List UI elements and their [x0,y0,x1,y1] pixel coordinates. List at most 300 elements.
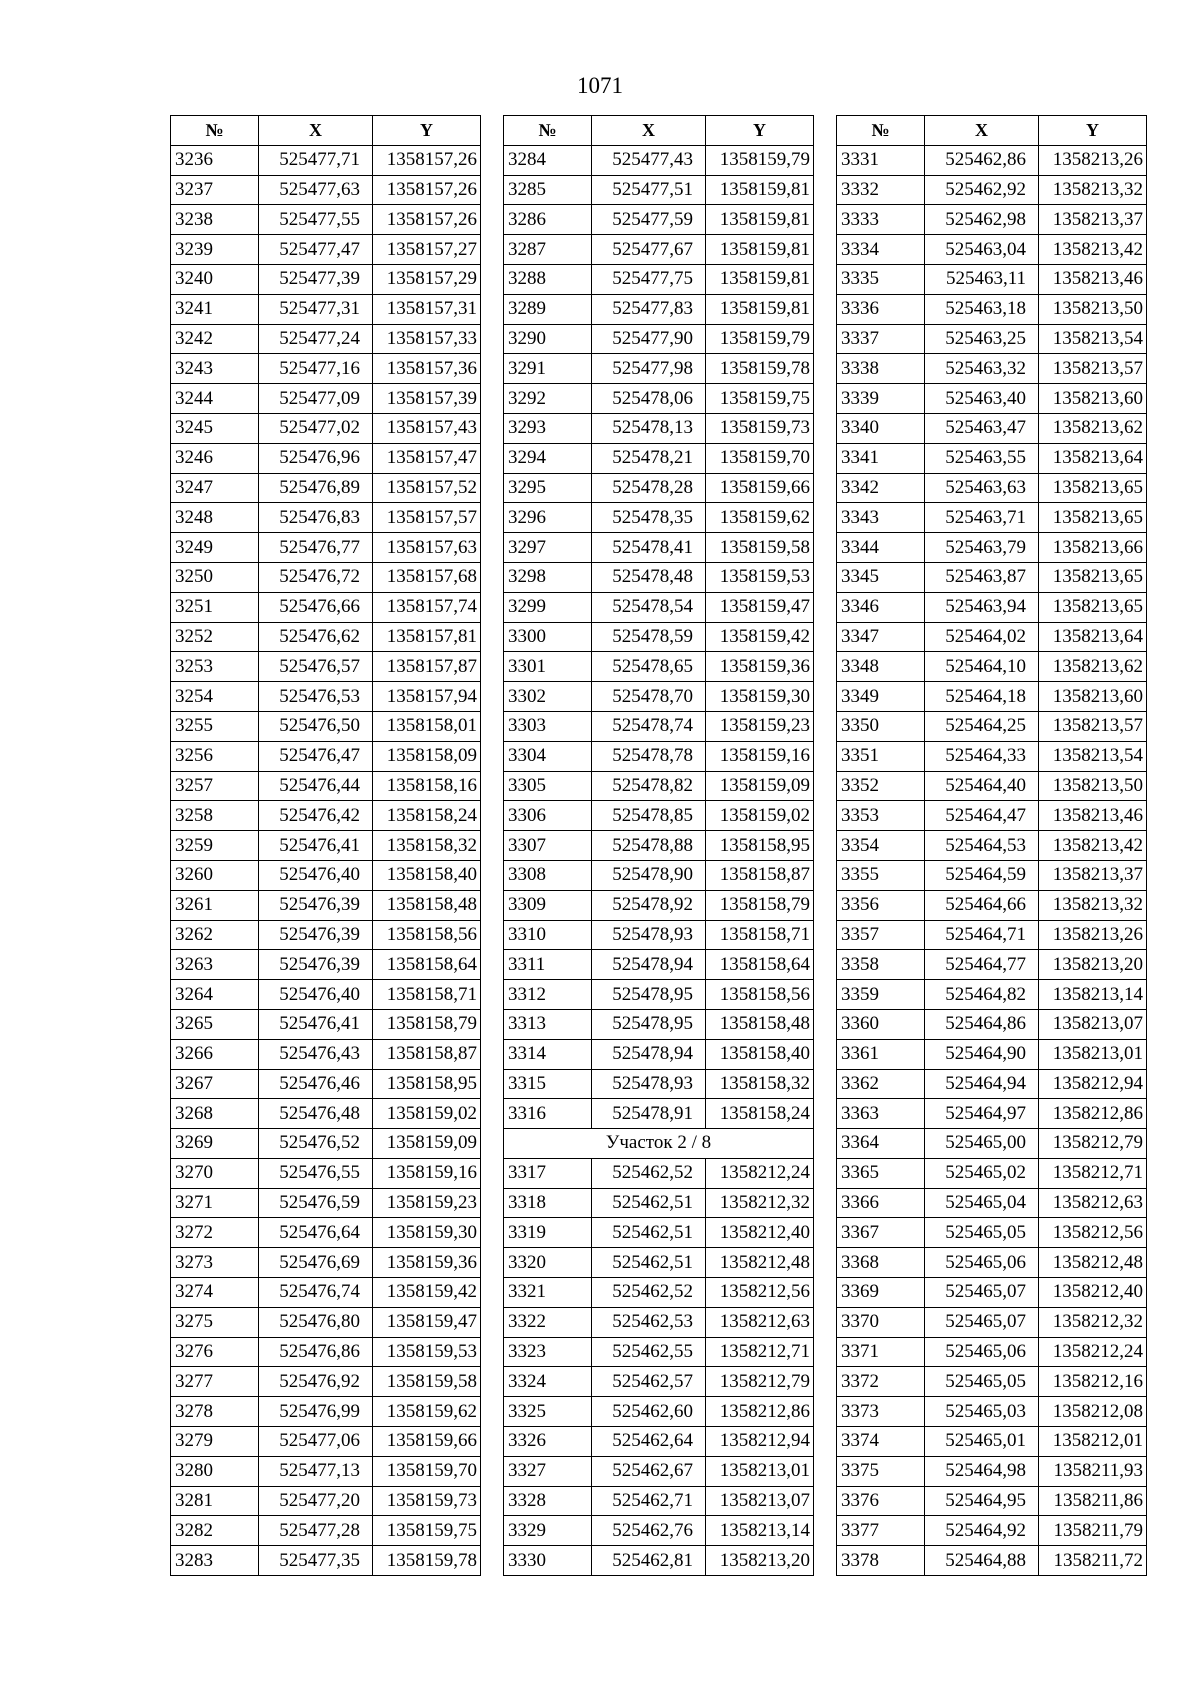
x-coordinate-cell: 525477,13 [259,1456,373,1486]
point-number-cell: 3258 [171,801,259,831]
x-coordinate-cell: 525477,55 [259,205,373,235]
table-row [504,711,814,741]
y-coordinate-cell: 1358213,42 [1039,831,1147,861]
x-coordinate-cell: 525477,09 [259,384,373,414]
point-number-cell: 3338 [837,354,925,384]
point-number-cell: 3298 [504,562,592,592]
x-coordinate-cell: 525476,59 [259,1188,373,1218]
x-coordinate-cell: 525476,57 [259,652,373,682]
x-coordinate-cell: 525465,05 [925,1367,1039,1397]
table-row [837,1069,1147,1099]
x-coordinate-cell: 525478,65 [592,652,706,682]
x-coordinate-cell: 525476,50 [259,711,373,741]
x-coordinate-cell: 525478,90 [592,860,706,890]
point-number-cell: 3354 [837,831,925,861]
x-coordinate-cell: 525465,03 [925,1397,1039,1427]
table-row [504,860,814,890]
y-coordinate-cell: 1358213,60 [1039,384,1147,414]
table-row [837,324,1147,354]
y-coordinate-cell: 1358159,78 [706,354,814,384]
table-row [171,622,481,652]
x-coordinate-cell: 525477,83 [592,294,706,324]
table-row [837,1188,1147,1218]
point-number-cell: 3250 [171,562,259,592]
header-number: № [504,116,592,146]
table-row [504,413,814,443]
section-row [504,1129,814,1159]
y-coordinate-cell: 1358157,26 [373,205,481,235]
table-row [837,1129,1147,1159]
y-coordinate-cell: 1358158,24 [706,1099,814,1129]
point-number-cell: 3249 [171,533,259,563]
y-coordinate-cell: 1358213,57 [1039,711,1147,741]
point-number-cell: 3303 [504,711,592,741]
page-number: 1071 [577,73,623,98]
table-row [837,1278,1147,1308]
point-number-cell: 3261 [171,890,259,920]
table-row [171,175,481,205]
header-x: X [925,116,1039,146]
x-coordinate-cell: 525476,42 [259,801,373,831]
y-coordinate-cell: 1358157,81 [373,622,481,652]
point-number-cell: 3320 [504,1248,592,1278]
point-number-cell: 3323 [504,1337,592,1367]
y-coordinate-cell: 1358159,36 [706,652,814,682]
point-number-cell: 3306 [504,801,592,831]
point-number-cell: 3253 [171,652,259,682]
x-coordinate-cell: 525476,96 [259,443,373,473]
point-number-cell: 3343 [837,503,925,533]
x-coordinate-cell: 525464,25 [925,711,1039,741]
table-row [837,1486,1147,1516]
point-number-cell: 3360 [837,1009,925,1039]
point-number-cell: 3292 [504,384,592,414]
y-coordinate-cell: 1358212,01 [1039,1427,1147,1457]
point-number-cell: 3301 [504,652,592,682]
x-coordinate-cell: 525476,41 [259,1009,373,1039]
point-number-cell: 3266 [171,1039,259,1069]
y-coordinate-cell: 1358213,46 [1039,264,1147,294]
x-coordinate-cell: 525478,54 [592,592,706,622]
table-row [171,920,481,950]
y-coordinate-cell: 1358212,40 [1039,1278,1147,1308]
point-number-cell: 3377 [837,1516,925,1546]
y-coordinate-cell: 1358159,23 [706,711,814,741]
header-x: X [592,116,706,146]
point-number-cell: 3309 [504,890,592,920]
y-coordinate-cell: 1358158,71 [706,920,814,950]
y-coordinate-cell: 1358157,43 [373,413,481,443]
y-coordinate-cell: 1358212,48 [706,1248,814,1278]
table-row [504,980,814,1010]
table-row [171,592,481,622]
x-coordinate-cell: 525476,74 [259,1278,373,1308]
x-coordinate-cell: 525478,94 [592,950,706,980]
y-coordinate-cell: 1358159,42 [706,622,814,652]
x-coordinate-cell: 525478,74 [592,711,706,741]
table-row [504,1188,814,1218]
x-coordinate-cell: 525476,40 [259,980,373,1010]
table-row [837,682,1147,712]
x-coordinate-cell: 525477,43 [592,145,706,175]
x-coordinate-cell: 525465,06 [925,1337,1039,1367]
point-number-cell: 3331 [837,145,925,175]
x-coordinate-cell: 525478,92 [592,890,706,920]
y-coordinate-cell: 1358213,37 [1039,205,1147,235]
x-coordinate-cell: 525464,71 [925,920,1039,950]
point-number-cell: 3376 [837,1486,925,1516]
x-coordinate-cell: 525462,98 [925,205,1039,235]
x-coordinate-cell: 525476,39 [259,890,373,920]
x-coordinate-cell: 525465,07 [925,1307,1039,1337]
x-coordinate-cell: 525477,16 [259,354,373,384]
x-coordinate-cell: 525476,89 [259,473,373,503]
point-number-cell: 3342 [837,473,925,503]
x-coordinate-cell: 525477,75 [592,264,706,294]
point-number-cell: 3294 [504,443,592,473]
y-coordinate-cell: 1358213,32 [1039,175,1147,205]
table-row [171,354,481,384]
table-row [837,860,1147,890]
table-row [171,503,481,533]
coordinates-table-2 [503,115,814,1576]
table-row [504,1218,814,1248]
x-coordinate-cell: 525476,80 [259,1307,373,1337]
table-row [504,443,814,473]
x-coordinate-cell: 525476,39 [259,950,373,980]
y-coordinate-cell: 1358213,66 [1039,533,1147,563]
point-number-cell: 3247 [171,473,259,503]
x-coordinate-cell: 525477,31 [259,294,373,324]
y-coordinate-cell: 1358159,30 [706,682,814,712]
y-coordinate-cell: 1358158,56 [706,980,814,1010]
y-coordinate-cell: 1358158,40 [373,860,481,890]
section-label: Участок 2 / 8 [504,1129,814,1159]
x-coordinate-cell: 525465,07 [925,1278,1039,1308]
y-coordinate-cell: 1358213,14 [1039,980,1147,1010]
point-number-cell: 3302 [504,682,592,712]
x-coordinate-cell: 525478,93 [592,920,706,950]
x-coordinate-cell: 525464,77 [925,950,1039,980]
table-row [837,1397,1147,1427]
table-row [504,890,814,920]
point-number-cell: 3248 [171,503,259,533]
point-number-cell: 3243 [171,354,259,384]
point-number-cell: 3341 [837,443,925,473]
point-number-cell: 3362 [837,1069,925,1099]
table-row [504,1039,814,1069]
point-number-cell: 3246 [171,443,259,473]
x-coordinate-cell: 525477,51 [592,175,706,205]
table-row [504,1486,814,1516]
x-coordinate-cell: 525477,02 [259,413,373,443]
y-coordinate-cell: 1358159,73 [706,413,814,443]
x-coordinate-cell: 525478,95 [592,980,706,1010]
table-row [171,1158,481,1188]
point-number-cell: 3340 [837,413,925,443]
y-coordinate-cell: 1358213,42 [1039,235,1147,265]
x-coordinate-cell: 525464,98 [925,1456,1039,1486]
y-coordinate-cell: 1358159,53 [706,562,814,592]
coordinates-table-1 [170,115,481,1576]
table-row [171,264,481,294]
point-number-cell: 3291 [504,354,592,384]
x-coordinate-cell: 525463,18 [925,294,1039,324]
x-coordinate-cell: 525463,87 [925,562,1039,592]
point-number-cell: 3355 [837,860,925,890]
table-row [171,1486,481,1516]
table-row [171,1188,481,1218]
x-coordinate-cell: 525477,67 [592,235,706,265]
header-y: Y [706,116,814,146]
x-coordinate-cell: 525477,06 [259,1427,373,1457]
table-row [171,950,481,980]
point-number-cell: 3367 [837,1218,925,1248]
point-number-cell: 3256 [171,741,259,771]
x-coordinate-cell: 525476,52 [259,1129,373,1159]
y-coordinate-cell: 1358213,64 [1039,443,1147,473]
x-coordinate-cell: 525478,91 [592,1099,706,1129]
point-number-cell: 3312 [504,980,592,1010]
y-coordinate-cell: 1358211,93 [1039,1456,1147,1486]
point-number-cell: 3335 [837,264,925,294]
table-row [837,920,1147,950]
y-coordinate-cell: 1358212,16 [1039,1367,1147,1397]
x-coordinate-cell: 525464,86 [925,1009,1039,1039]
table-row [837,145,1147,175]
point-number-cell: 3329 [504,1516,592,1546]
y-coordinate-cell: 1358158,16 [373,771,481,801]
y-coordinate-cell: 1358212,24 [1039,1337,1147,1367]
x-coordinate-cell: 525476,55 [259,1158,373,1188]
y-coordinate-cell: 1358159,02 [706,801,814,831]
y-coordinate-cell: 1358159,47 [373,1307,481,1337]
table-row [837,831,1147,861]
point-number-cell: 3304 [504,741,592,771]
table-row [504,473,814,503]
x-coordinate-cell: 525476,72 [259,562,373,592]
point-number-cell: 3274 [171,1278,259,1308]
table-row [504,235,814,265]
y-coordinate-cell: 1358212,40 [706,1218,814,1248]
table-row [171,413,481,443]
y-coordinate-cell: 1358213,50 [1039,771,1147,801]
x-coordinate-cell: 525464,33 [925,741,1039,771]
table-row [837,1427,1147,1457]
y-coordinate-cell: 1358158,87 [373,1039,481,1069]
table-row [171,741,481,771]
y-coordinate-cell: 1358157,57 [373,503,481,533]
y-coordinate-cell: 1358159,36 [373,1248,481,1278]
point-number-cell: 3366 [837,1188,925,1218]
x-coordinate-cell: 525476,53 [259,682,373,712]
y-coordinate-cell: 1358159,81 [706,264,814,294]
x-coordinate-cell: 525465,06 [925,1248,1039,1278]
table-row [837,1456,1147,1486]
x-coordinate-cell: 525476,48 [259,1099,373,1129]
table-row [837,1218,1147,1248]
table-row [504,592,814,622]
y-coordinate-cell: 1358212,32 [706,1188,814,1218]
x-coordinate-cell: 525462,52 [592,1278,706,1308]
x-coordinate-cell: 525463,32 [925,354,1039,384]
x-coordinate-cell: 525477,20 [259,1486,373,1516]
y-coordinate-cell: 1358159,62 [373,1397,481,1427]
point-number-cell: 3375 [837,1456,925,1486]
y-coordinate-cell: 1358159,16 [373,1158,481,1188]
table-row [504,1456,814,1486]
table-row [837,562,1147,592]
y-coordinate-cell: 1358158,95 [373,1069,481,1099]
x-coordinate-cell: 525462,76 [592,1516,706,1546]
table-row [837,1039,1147,1069]
y-coordinate-cell: 1358159,81 [706,235,814,265]
table-row [171,145,481,175]
point-number-cell: 3346 [837,592,925,622]
x-coordinate-cell: 525476,99 [259,1397,373,1427]
table-row [504,1427,814,1457]
point-number-cell: 3310 [504,920,592,950]
x-coordinate-cell: 525463,55 [925,443,1039,473]
y-coordinate-cell: 1358159,62 [706,503,814,533]
point-number-cell: 3293 [504,413,592,443]
y-coordinate-cell: 1358159,30 [373,1218,481,1248]
point-number-cell: 3262 [171,920,259,950]
point-number-cell: 3263 [171,950,259,980]
point-number-cell: 3356 [837,890,925,920]
point-number-cell: 3337 [837,324,925,354]
x-coordinate-cell: 525476,86 [259,1337,373,1367]
point-number-cell: 3244 [171,384,259,414]
y-coordinate-cell: 1358157,74 [373,592,481,622]
y-coordinate-cell: 1358212,86 [706,1397,814,1427]
table-row [837,890,1147,920]
x-coordinate-cell: 525464,88 [925,1546,1039,1576]
table-row [837,294,1147,324]
x-coordinate-cell: 525476,44 [259,771,373,801]
y-coordinate-cell: 1358213,32 [1039,890,1147,920]
y-coordinate-cell: 1358211,79 [1039,1516,1147,1546]
table-row [171,682,481,712]
point-number-cell: 3369 [837,1278,925,1308]
point-number-cell: 3272 [171,1218,259,1248]
x-coordinate-cell: 525464,40 [925,771,1039,801]
y-coordinate-cell: 1358159,47 [706,592,814,622]
y-coordinate-cell: 1358159,66 [706,473,814,503]
table-row [504,741,814,771]
point-number-cell: 3374 [837,1427,925,1457]
table-row [504,801,814,831]
y-coordinate-cell: 1358159,81 [706,175,814,205]
table-row [171,1099,481,1129]
table-row [837,1337,1147,1367]
table-row [837,652,1147,682]
point-number-cell: 3264 [171,980,259,1010]
y-coordinate-cell: 1358158,48 [373,890,481,920]
y-coordinate-cell: 1358157,31 [373,294,481,324]
y-coordinate-cell: 1358213,37 [1039,860,1147,890]
point-number-cell: 3267 [171,1069,259,1099]
x-coordinate-cell: 525478,41 [592,533,706,563]
x-coordinate-cell: 525477,63 [259,175,373,205]
point-number-cell: 3239 [171,235,259,265]
x-coordinate-cell: 525462,64 [592,1427,706,1457]
point-number-cell: 3289 [504,294,592,324]
table-row [171,1009,481,1039]
point-number-cell: 3288 [504,264,592,294]
x-coordinate-cell: 525478,94 [592,1039,706,1069]
y-coordinate-cell: 1358213,62 [1039,413,1147,443]
y-coordinate-cell: 1358157,94 [373,682,481,712]
x-coordinate-cell: 525478,28 [592,473,706,503]
table-header-row [504,116,814,146]
table-row [837,235,1147,265]
point-number-cell: 3333 [837,205,925,235]
x-coordinate-cell: 525478,85 [592,801,706,831]
y-coordinate-cell: 1358212,48 [1039,1248,1147,1278]
x-coordinate-cell: 525464,18 [925,682,1039,712]
table-row [504,1337,814,1367]
point-number-cell: 3318 [504,1188,592,1218]
table-row [171,711,481,741]
y-coordinate-cell: 1358159,09 [373,1129,481,1159]
point-number-cell: 3254 [171,682,259,712]
table-row [171,1129,481,1159]
x-coordinate-cell: 525478,88 [592,831,706,861]
y-coordinate-cell: 1358212,79 [1039,1129,1147,1159]
y-coordinate-cell: 1358159,16 [706,741,814,771]
point-number-cell: 3287 [504,235,592,265]
table-row [504,1367,814,1397]
table-row [837,741,1147,771]
y-coordinate-cell: 1358213,26 [1039,145,1147,175]
x-coordinate-cell: 525463,11 [925,264,1039,294]
table-row [837,175,1147,205]
point-number-cell: 3357 [837,920,925,950]
y-coordinate-cell: 1358211,86 [1039,1486,1147,1516]
x-coordinate-cell: 525477,90 [592,324,706,354]
table-row [171,205,481,235]
point-number-cell: 3314 [504,1039,592,1069]
table-row [504,562,814,592]
y-coordinate-cell: 1358159,73 [373,1486,481,1516]
table-row [171,1069,481,1099]
point-number-cell: 3241 [171,294,259,324]
x-coordinate-cell: 525477,35 [259,1546,373,1576]
x-coordinate-cell: 525465,02 [925,1158,1039,1188]
table-row [171,771,481,801]
point-number-cell: 3317 [504,1158,592,1188]
x-coordinate-cell: 525462,71 [592,1486,706,1516]
x-coordinate-cell: 525476,66 [259,592,373,622]
y-coordinate-cell: 1358159,42 [373,1278,481,1308]
y-coordinate-cell: 1358213,50 [1039,294,1147,324]
y-coordinate-cell: 1358213,60 [1039,682,1147,712]
header-x: X [259,116,373,146]
y-coordinate-cell: 1358213,65 [1039,503,1147,533]
x-coordinate-cell: 525463,25 [925,324,1039,354]
point-number-cell: 3326 [504,1427,592,1457]
point-number-cell: 3279 [171,1427,259,1457]
x-coordinate-cell: 525478,93 [592,1069,706,1099]
y-coordinate-cell: 1358213,65 [1039,592,1147,622]
table-row [171,890,481,920]
y-coordinate-cell: 1358212,79 [706,1367,814,1397]
table-row [171,235,481,265]
x-coordinate-cell: 525476,41 [259,831,373,861]
y-coordinate-cell: 1358213,54 [1039,741,1147,771]
y-coordinate-cell: 1358213,20 [1039,950,1147,980]
